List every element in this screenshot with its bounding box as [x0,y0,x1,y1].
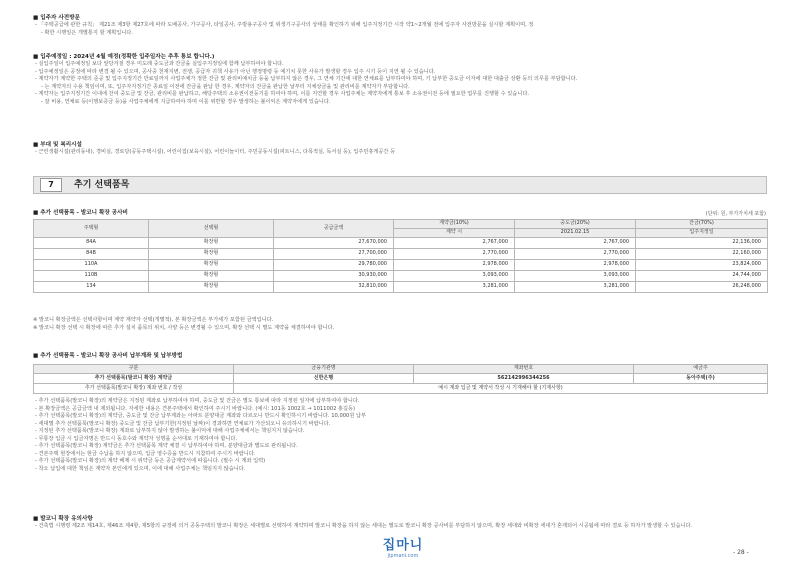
col-option: 선택형 [149,220,274,238]
watermark-logo [368,539,438,563]
cell-type: 110B [34,271,149,282]
cell-holder: 동아주택(주) [634,374,768,384]
cell-deposit: 3,093,000 [394,271,515,282]
cell-option: 확장형 [149,260,274,271]
bullet-item: - 건축법 시행령 제2조 제14호, 제46조 제4항, 제5항의 규정에 의거 공동주택의 발코니 확장은 세대별로 선택하여 계약하며 발코니 확장을 하지 않는 세대는 별도로 발코니 확장 공사비를 부담하지 않으며, 확장 세대와 비확장 세대가 혼재되어 시공됨에 따라 결로 등 하자가 발생할 수 있습니다. [33,523,768,531]
section-facilities [33,141,768,157]
col-middle-sub: 2021.02.15 [515,229,636,238]
table1-wrapper [33,219,768,293]
cell-option: 확장형 [149,282,274,293]
cell-supply: 30,930,000 [274,271,394,282]
balcony-price-table [33,219,768,293]
bullet-item: - 추가 선택품목(발코니 확장) 계약금은 추가 선택품목 계약 체결 시 납부하여야 하며, 분양대금과 별도로 관리됩니다. [33,443,768,451]
table-row [34,384,768,394]
note-item: ※ 발코니 확장 선택 시 확장에 따른 추가 설치 품목의 위치, 사양 등은 변경될 수 있으며, 확장 선택 시 별도 계약을 체결하여야 합니다. [33,325,768,333]
bullet-item: - 는 계약자의 수용 책임이며, 또, 입주자지정기간 종료일 이전에 잔금을 완납 한 경우, 계약자의 잔금을 완납한 날부터 지체상금을 및 관리비를 계약자가 부담합니다. [33,84,768,92]
cell-middle: 2,978,000 [515,260,636,271]
cell-deposit: 2,770,000 [394,249,515,260]
logo-sub: jipmani.com [387,553,419,559]
section-heading: ■ 발코니 확장 유의사항 [33,515,768,523]
cell-middle: 2,770,000 [515,249,636,260]
cell-middle: 2,767,000 [515,238,636,249]
bullet-item: - 견본주택 현장에서는 현금 수납을 하지 않으며, 입금 영수증을 반드시 지참하여 주시기 바랍니다. [33,451,768,459]
bullet-item: - 계약자는 입주지정기간 이내에 잔여 중도금 및 잔금, 관리비를 완납하고, 해당주택의 소유권이전등기를 하여야 하며, 이를 지연할 경우 사업주체는 계약자에게 통보 후 소유권이전 등에 필요한 업무를 진행할 수 있습니다. [33,91,768,99]
bullet-item: - 추가 선택품목(발코니 확장)의 계약금은 지정된 계좌로 납부하여야 하며, 중도금 및 잔금은 별도 통보에 따라 지정된 일자에 납부하여야 합니다. [33,398,768,406]
cell-balance: 26,248,000 [636,282,768,293]
note-item: ※ 발코니 확장금액은 선택사항이며 계약 계약자 선택(개별적), 본 확장금액은 부가세가 포함된 금액입니다. [33,317,768,325]
cell-balance: 24,744,000 [636,271,768,282]
logo-text: 집마니 [382,538,424,553]
bullet-item: - 잘 비용, 연체료 등(이행보증금 등)을 사업주체에게 지급하여야 하며 이를 위반할 경우 발생하는 불이익은 계약자에게 있습니다. [33,99,768,107]
table1-heading [33,209,768,217]
section-heading: ■ 입주자 사전방문 [33,14,768,22]
cell-deposit: 3,281,000 [394,282,515,293]
bullet-item: - 지정된 추가 선택품목(발코니 확장) 계좌로 납부하지 않아 발생하는 불이익에 대해 사업주체에서는 책임지지 않습니다. [33,428,768,436]
section-move-in-date [33,53,768,106]
cell-balance: 22,136,000 [636,238,768,249]
bullet-item: - 입주예정일은 공정에 따라 변경 될 수 있으며, 공사중 천재지변, 전쟁, 공급자 귀책 사유가 아닌 행정명령 등 예기치 못한 사유가 발생할 경우 입주 시기 등이 지연 될 수 있습니다. [33,69,768,77]
cell-example-label: 추가 선택품목(발코니 확장) 계좌 번호 / 작성 [34,384,234,394]
cell-option: 확장형 [149,238,274,249]
col-kind: 구분 [34,365,234,374]
cell-account: 562142996344256 [414,374,634,384]
unit-note: (단위: 원, 부가가치세 포함) [705,211,766,217]
cell-balance: 23,824,000 [636,260,768,271]
cell-example-value: 예시 계좌 입금 및 계약서 작성 시 기재해야 할 (기재사항) [234,384,768,394]
section-heading: ■ 부대 및 복리시설 [33,141,768,149]
section-number: 7 [40,178,62,192]
col-balance: 잔금(70%) [636,220,768,229]
section-presale-visit [33,14,768,37]
table-row [34,271,768,282]
section-7-title-bar [33,176,767,194]
cell-type: 110A [34,260,149,271]
table2-heading [33,352,768,360]
bullet-item: - 추가 선택품목(발코니 확장)의 계약금, 중도금 및 잔금 납부계좌는 아파트 분양대금 계좌와 다르오니 반드시 확인하시기 바랍니다. 10,000원 납부 [33,413,768,421]
cell-middle: 3,281,000 [515,282,636,293]
bullet-item: - 세대별 추가 선택품목(발코니 확장) 중도금 및 잔금 납부기한(지정된 날짜)이 경과하면 연체료가 가산되오니 유의하시기 바랍니다. [33,421,768,429]
col-deposit: 계약금(10%) [394,220,515,229]
cell-deposit: 2,978,000 [394,260,515,271]
bullet-item: - 근린생활시설(관리동내), 경비실, 경로당(공동주택시설), 어린이집(보육시설), 어린이놀이터, 주민공동시설(피트니스, 다목적실, 독서실 등), 입주민휴게공간 등 [33,149,768,157]
cell-supply: 27,670,000 [274,238,394,249]
section-title: 추기 선택품목 [74,180,130,190]
cell-middle: 3,093,000 [515,271,636,282]
payment-account-table [33,364,768,394]
cell-type: 134 [34,282,149,293]
bullet-item: - 추가 선택품목(발코니 확장)의 계약 해제 시 위약금 등은 공급계약서에 따릅니다. (필수 시 계좌 입력) [33,458,768,466]
col-account: 계좌번호 [414,365,634,374]
table-row [34,238,768,249]
col-balance-sub: 입주지정일 [636,229,768,238]
cell-option: 확장형 [149,271,274,282]
table-heading: ■ 추가 선택품목 - 발코니 확장 공사비 납부계좌 및 납부방법 [33,352,768,360]
col-supply: 공급금액 [274,220,394,238]
bullet-item: - 확한 시행일은 개별통지 할 계획입니다. [33,30,768,38]
cell-balance: 22,160,000 [636,249,768,260]
col-middle: 중도금(20%) [515,220,636,229]
cell-deposit: 2,767,000 [394,238,515,249]
cell-option: 확장형 [149,249,274,260]
cell-type: 84B [34,249,149,260]
col-bank: 금융기관명 [234,365,414,374]
bullet-item: - 「주택공급에 관한 규칙」 제21조 제3항 제27호에 따라 도배공사, 가구공사, 타일공사, 주방용구공사 및 위생기구공사의 상태를 확인하기 위해 입주지정기간 시작 약1~2개월 전에 입주자 사전방문을 실시할 계획이며, 정 [33,22,768,30]
table-row [34,374,768,384]
col-holder: 예금주 [634,365,768,374]
table-heading: ■ 추가 선택품목 - 발코니 확장 공사비 [33,209,768,217]
bullet-item: - 실입주일이 입주예정일 보다 앞당겨질 경우 미도래 중도금과 잔금을 실입주지정일에 함께 납부하여야 합니다. [33,61,768,69]
cell-supply: 27,700,000 [274,249,394,260]
table2-wrapper [33,364,768,394]
cell-supply: 32,810,000 [274,282,394,293]
table-row [34,249,768,260]
bullet-item: - 착오 납입에 대한 책임은 계약자 본인에게 있으며, 이에 대해 사업주체는 책임지지 않습니다. [33,466,768,474]
table-row [34,282,768,293]
table2-notes [33,398,768,473]
bullet-item: - 무통장 입금 시 입금자명은 반드시 동호수와 계약자 성명을 순서대로 기재하여야 합니다. [33,436,768,444]
bullet-item: - 계약자가 계약한 주택의 준공 및 입주지정기간 만료일까지 사업주체가 정한 잔금 및 관리비예치금 등을 납부하지 않은 경우, 그 연체 기간에 대한 연체료를 납부하여야 하며, 기 납부한 중도금 이자에 대한 대출금 상환 등의 의무를 부담합니다. [33,76,768,84]
cell-bank: 신한은행 [234,374,414,384]
page-number: - 28 - [733,549,749,556]
table1-notes [33,317,768,332]
cell-kind: 추가 선택품목(발코니 확장) 계약금 [34,374,234,384]
cell-supply: 29,780,000 [274,260,394,271]
table-row [34,260,768,271]
section-balcony-notes [33,515,768,531]
col-type: 주택형 [34,220,149,238]
col-deposit-sub: 계약 시 [394,229,515,238]
bullet-item: - 본 확장금액은 공급금액 내 제외됩니다. 자세한 내용은 견본주택에서 확인하여 주시기 바랍니다. (예시: 101동 1002호 → 1011002 홍길동) [33,406,768,414]
section-heading: ■ 입주예정일 : 2024년 4월 예정(정확한 입주일자는 추후 통보 합니다.) [33,53,768,61]
cell-type: 84A [34,238,149,249]
